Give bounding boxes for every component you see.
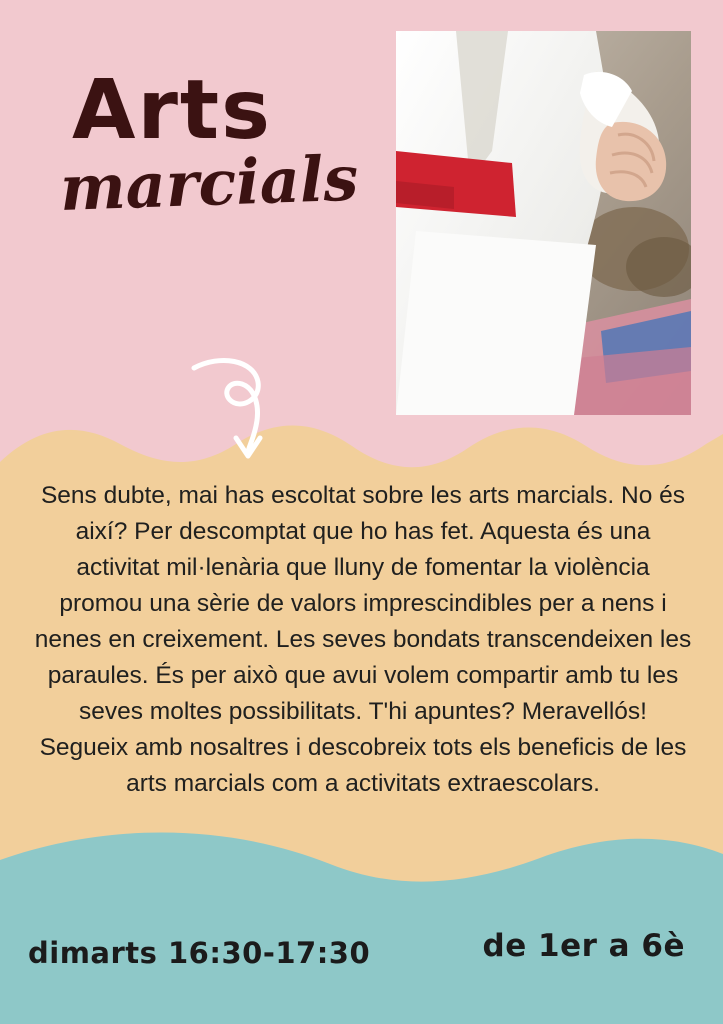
curly-down-arrow-icon — [186, 352, 286, 462]
title-subtitle: marcials — [58, 141, 360, 225]
body-paragraph: Sens dubte, mai has escoltat sobre les arts marcials. No és així? Per descomptat que ho has fet. Aquesta és una activitat mil·lenària que lluny de fomentar la violència promou una sèrie de valors imprescindibles per a nens i nenes en creixement. Les seves bondats transcendeixen les paraules. És per això que avui volem compartir amb tu les seves moltes possibilitats. T'hi apuntes? Meravellós! Segueix amb nosaltres i descobreix tots els beneficis de les arts marcials com a activitats extraescolars. — [34, 482, 692, 797]
grades-label: de 1er a 6è — [482, 928, 685, 964]
schedule-label: dimarts 16:30-17:30 — [28, 936, 371, 970]
teal-background-band — [0, 824, 723, 1024]
karate-student-photo — [396, 31, 691, 415]
poster-title-block — [58, 63, 400, 225]
title-main: Arts — [72, 63, 272, 158]
